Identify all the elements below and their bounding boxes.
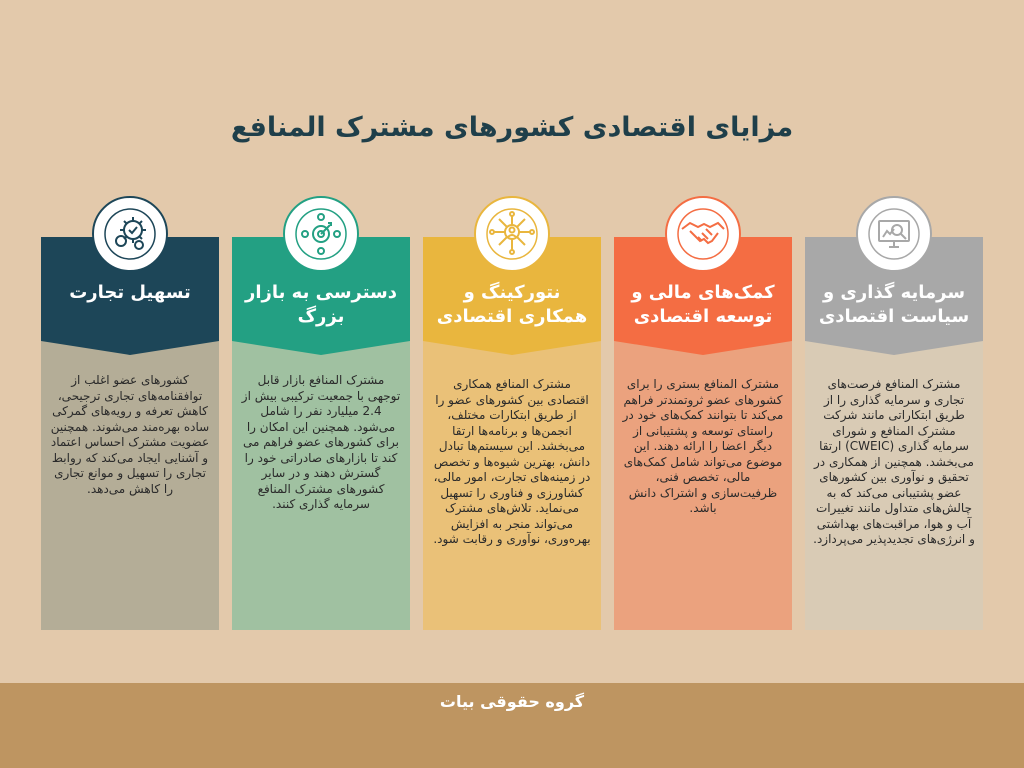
card-heading: دسترسی به بازار بزرگ <box>244 282 397 327</box>
research-computer-icon <box>856 196 932 272</box>
card-networking <box>423 237 601 630</box>
card-text: مشترک المنافع فرصت‌های تجاری و سرمایه گذاری را از طریق ابتکاراتی مانند شرکت مشترک المنافع و شورای سرمایه گذاری (CWEIC) ارتقا می‌بخشد. همچنین از همکاری در تحقیق و نوآوری بین کشورهای عضو پشتیبانی می‌کند که به چالش‌های متداول مانند تغییرات آب و هوا، مراقبت‌های بهداشتی و انرژی‌های تجدیدپذیر می‌پردازد. <box>813 377 975 546</box>
card-financial-aid <box>614 237 792 630</box>
card-heading: کمک‌های مالی و توسعه اقتصادی <box>631 282 775 327</box>
card-heading: نتورکینگ و همکاری اقتصادی <box>436 282 588 327</box>
card-text: کشورهای عضو اغلب از توافقنامه‌های تجاری ترجیحی، کاهش تعرفه و رویه‌های گمرکی ساده بهره‌مند می‌شوند. همچنین عضویت مشترک احساس اعتماد و آشنایی ایجاد می‌کند که روابط تجاری را تسهیل و موانع تجاری را کاهش می‌دهد. <box>50 373 210 496</box>
card-notch <box>232 339 410 357</box>
target-people-icon <box>283 196 359 272</box>
gears-check-icon <box>92 196 168 272</box>
card-text: مشترک المنافع بازار قابل توجهی با جمعیت ترکیبی بیش از 2.4 میلیارد نفر را شامل می‌شود. همچنین این امکان را برای کشورهای عضو فراهم می کند تا بازارهای صادراتی خود را گسترش دهند و در سایر کشورهای مشترک المنافع سرمایه گذاری کنند. <box>241 373 401 511</box>
card-trade-facilitation <box>41 237 219 630</box>
card-notch <box>614 339 792 357</box>
card-market-access <box>232 237 410 630</box>
card-notch <box>805 339 983 357</box>
card-heading: تسهیل تجارت <box>69 282 191 303</box>
card-heading: سرمایه گذاری و سیاست اقتصادی <box>818 282 970 327</box>
handshake-icon <box>665 196 741 272</box>
card-text: مشترک المنافع همکاری اقتصادی بین کشورهای عضو را از طریق ابتکارات مختلف، انجمن‌ها و برنامه‌ها ارتقا می‌بخشد. این سیستم‌ها تبادل دانش، بهترین شیوه‌ها و تخصص در زمینه‌های تجارت، امور مالی، کشاورزی و فناوری را تسهیل می‌نماید. تلاش‌های مشترک می‌تواند منجر به افزایش بهره‌وری، نوآوری و رقابت شود. <box>433 377 591 546</box>
card-notch <box>423 339 601 357</box>
card-text: مشترک المنافع بستری را برای کشورهای عضو ثروتمندتر فراهم می‌کند تا بتوانند کمک‌های خود در راستای توسعه و پشتیبانی از دیگر اعضا را ارائه دهند. این موضوع می‌تواند شامل کمک‌های مالی، تخصص فنی، ظرفیت‌سازی و اشتراک دانش باشد. <box>622 377 784 515</box>
card-investment-policy <box>805 237 983 630</box>
network-icon <box>474 196 550 272</box>
card-notch <box>41 339 219 357</box>
footer-brand: گروه حقوقی بیات <box>439 692 585 711</box>
page-title: مزایای اقتصادی کشورهای مشترک المنافع <box>230 112 794 143</box>
